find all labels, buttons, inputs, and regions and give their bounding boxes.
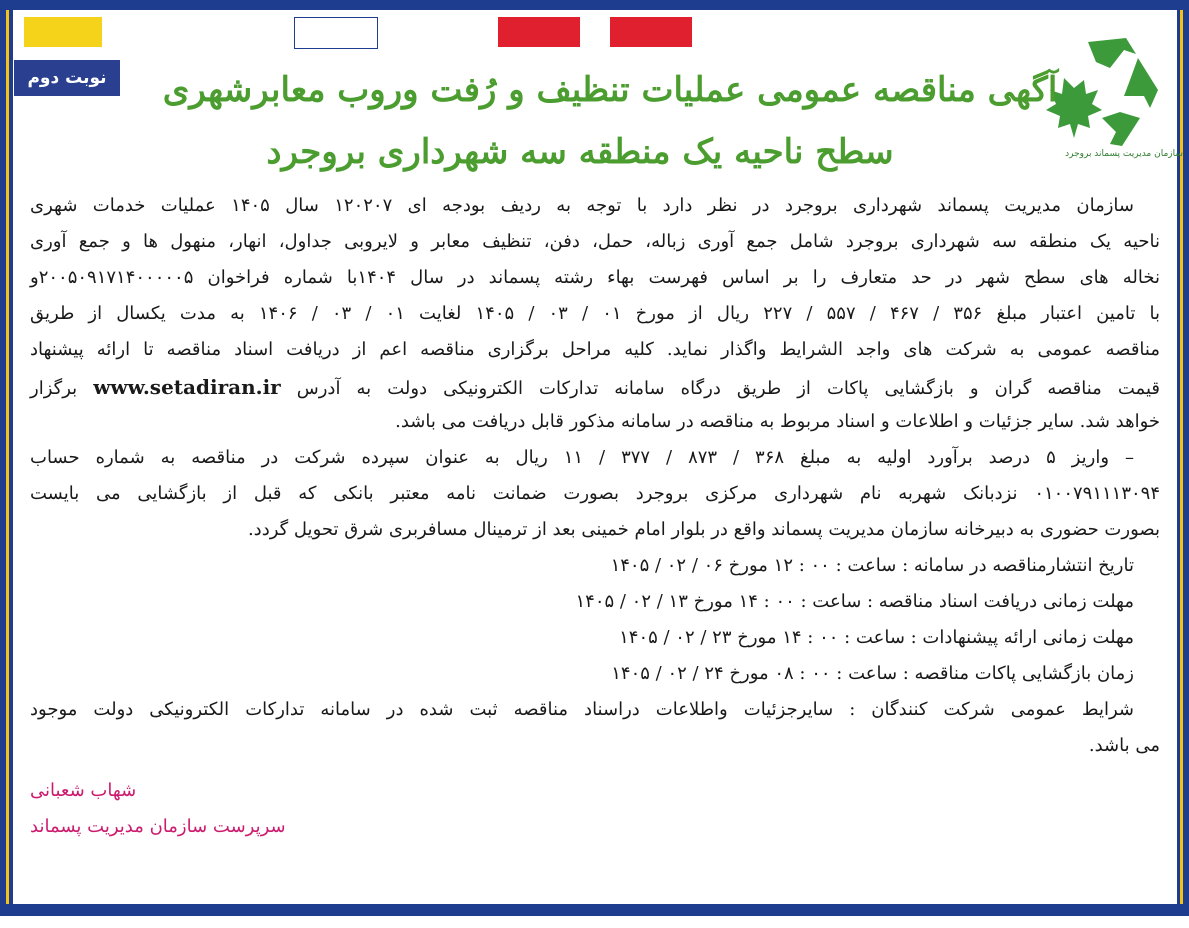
body-line-1: سازمان مدیریت پسماند شهرداری بروجرد در نظر دارد با توجه به ردیف بودجه ای ۱۲۰۲۰۷ سال ۱۴۰۵ عملیات خدمات شهری	[30, 195, 1135, 216]
round-badge: نوبت دوم	[14, 60, 120, 96]
notice-title-line-2: سطح ناحیه یک منطقه سه شهرداری بروجرد	[266, 132, 894, 172]
logo-caption: سازمان مدیریت پسماند بروجرد	[1065, 149, 1183, 159]
body-line-5: مناقصه عمومی به شرکت های واجد الشرایط واگذار نماید. کلیه مراحل برگزاری مناقصه اعم از دریافت اسناد مناقصه تا ارائه پیشنهاد	[30, 339, 1160, 360]
body-line-4: با تامین اعتبار مبلغ ۳۵۶ / ۴۶۷ / ۵۵۷ / ۲۲۷ ریال از مورخ ۰۱ / ۰۳ / ۱۴۰۵ لغایت ۰۱ / ۰۳ / ۱۴۰۶ به مدت یکسال از طریق	[30, 303, 1160, 324]
body-line-6-text: قیمت مناقصه گران و بازگشایی پاکات از طریق درگاه سامانه تدارکات الکترونیکی دولت به آدرس	[296, 378, 1160, 399]
deposit-line-3: بصورت حضوری به دبیرخانه سازمان مدیریت پسماند واقع در بلوار امام خمینی بعد از ترمینال مسافربری شرق تحویل گردد.	[247, 519, 1160, 540]
setadiran-link[interactable]: www.setadiran.ir	[93, 375, 281, 399]
color-strip-red-1	[498, 17, 580, 47]
color-strip-yellow	[24, 17, 102, 47]
date-proposals-deadline: مهلت زمانی ارائه پیشنهادات : ساعت : ۰۰ : ۱۴ مورخ ۲۳ / ۰۲ / ۱۴۰۵	[619, 627, 1134, 648]
signature-title: سرپرست سازمان مدیریت پسماند	[30, 816, 286, 837]
color-strip-red-2	[610, 17, 692, 47]
notice-title-line-1: آگهی مناقصه عمومی عملیات تنظیف و رُفت وروب معابرشهری	[162, 70, 1058, 110]
body-line-7: خواهد شد. سایر جزئیات و اطلاعات و اسناد مربوط به مناقصه در سامانه مذکور قابل دریافت می باشد.	[395, 411, 1160, 432]
date-opening: زمان بازگشایی پاکات مناقصه : ساعت : ۰۰ : ۰۸ مورخ ۲۴ / ۰۲ / ۱۴۰۵	[611, 663, 1134, 684]
body-line-6-end: برگزار	[30, 378, 78, 399]
gold-border-left	[6, 10, 9, 904]
deposit-line-1: – واریز ۵ درصد برآورد اولیه به مبلغ ۳۶۸ / ۸۷۳ / ۳۷۷ / ۱۱ ریال به عنوان سپرده شرکت در مناقصه به شماره حساب	[30, 447, 1134, 468]
body-line-2: ناحیه یک منطقه سه شهرداری بروجرد شامل جمع آوری زباله، حمل، دفن، تنظیف معابر و لایروبی جداول، انهار، منهول ها و جمع آوری	[30, 231, 1160, 252]
gold-border-right	[1180, 10, 1183, 904]
body-line-3: نخاله های سطح شهر در حد متعارف را بر اساس فهرست بهاء رشته پسماند در سال ۱۴۰۴با شماره فراخوان ۲۰۰۵۰۹۱۷۱۴۰۰۰۰۰۵و	[30, 267, 1160, 288]
conditions-line-2: می باشد.	[1088, 735, 1160, 756]
conditions-line-1: شرایط عمومی شرکت کنندگان : سایرجزئیات واطلاعات دراسناد مناقصه ثبت شده در سامانه تدارکات الکترونیکی دولت موجود	[30, 699, 1134, 720]
body-line-6	[30, 375, 1160, 399]
color-strip-white-1	[294, 17, 378, 49]
color-strip-white-2	[816, 17, 898, 47]
signature-name: شهاب شعبانی	[30, 780, 137, 801]
deposit-line-2: ۰۱۰۰۷۹۱۱۱۳۰۹۴ نزدبانک شهربه نام شهرداری مرکزی بروجرد بصورت ضمانت نامه معتبر بانکی که قبل از بازگشایی می بایست	[30, 483, 1160, 504]
date-documents-deadline: مهلت زمانی دریافت اسناد مناقصه : ساعت : ۰۰ : ۱۴ مورخ ۱۳ / ۰۲ / ۱۴۰۵	[575, 591, 1134, 612]
date-publish: تاریخ انتشارمناقصه در سامانه : ساعت : ۰۰ : ۱۲ مورخ ۰۶ / ۰۲ / ۱۴۰۵	[610, 555, 1134, 576]
